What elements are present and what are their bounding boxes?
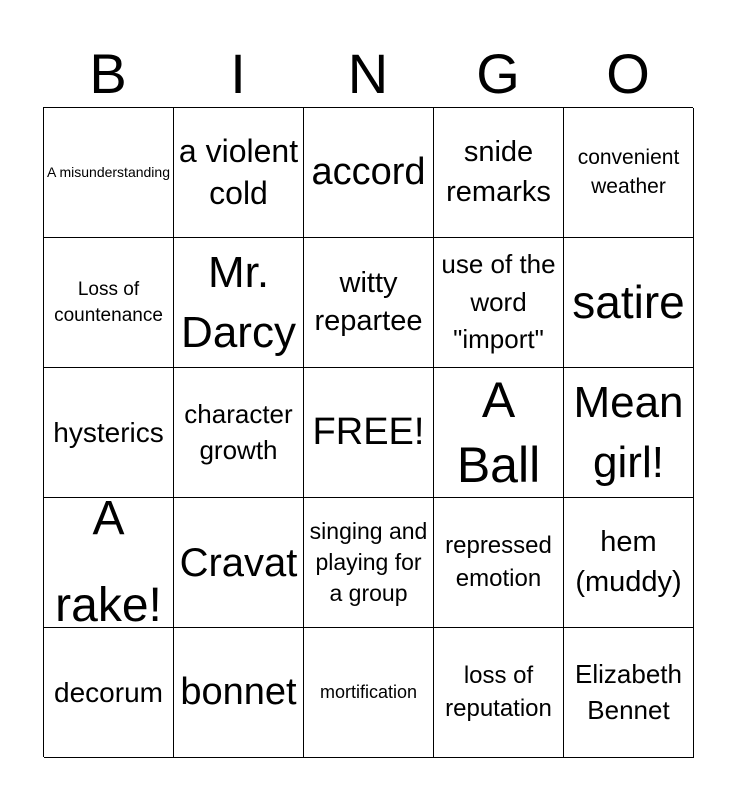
bingo-cell[interactable]	[304, 368, 434, 498]
bingo-cell-label: use of the word "import"	[441, 248, 556, 355]
bingo-cell[interactable]	[564, 108, 694, 238]
bingo-cell-label: Elizabeth Bennet	[575, 659, 682, 725]
bingo-cell-label: snide remarks	[446, 136, 551, 208]
bingo-cell-label: repressed emotion	[445, 532, 552, 592]
bingo-header	[43, 40, 693, 108]
bingo-cell-label: Mean girl!	[573, 378, 684, 487]
bingo-cell[interactable]	[44, 498, 174, 628]
bingo-cell-label: witty repartee	[314, 266, 423, 337]
bingo-cell-label: Mr. Darcy	[181, 248, 296, 357]
bingo-cell-label: A rake!	[55, 498, 162, 628]
bingo-cell-label: loss of reputation	[445, 662, 552, 722]
bingo-cell-label: hysterics	[53, 416, 164, 448]
bingo-cell-label: hem (muddy)	[575, 526, 682, 598]
bingo-cell[interactable]	[434, 238, 564, 368]
bingo-cell[interactable]	[564, 628, 694, 758]
bingo-cell[interactable]	[174, 108, 304, 238]
bingo-cell-label: a violent cold	[178, 132, 299, 211]
bingo-cell-label: singing and playing for a group	[309, 517, 428, 607]
bingo-cell-label: mortification	[319, 681, 418, 702]
bingo-cell-label: A Ball	[456, 371, 541, 493]
bingo-cell[interactable]	[304, 108, 434, 238]
header-letter-o: O	[606, 42, 650, 105]
bingo-cell[interactable]	[174, 498, 304, 628]
bingo-cell-label: character growth	[184, 399, 293, 465]
bingo-cell-label: satire	[572, 275, 685, 328]
bingo-cell[interactable]	[44, 628, 174, 758]
bingo-cell[interactable]	[564, 368, 694, 498]
bingo-board	[43, 107, 693, 757]
bingo-cell-label: Cravat	[179, 540, 298, 585]
bingo-cell[interactable]	[434, 368, 564, 498]
bingo-cell-label: FREE!	[312, 410, 425, 453]
bingo-cell[interactable]	[44, 108, 174, 238]
bingo-cell-label: bonnet	[180, 670, 297, 713]
bingo-cell[interactable]	[174, 368, 304, 498]
bingo-cell-label: decorum	[54, 676, 163, 708]
bingo-cell[interactable]	[434, 628, 564, 758]
bingo-cell[interactable]	[304, 238, 434, 368]
header-letter-g: G	[476, 42, 520, 105]
bingo-cell[interactable]	[564, 498, 694, 628]
bingo-cell[interactable]	[434, 108, 564, 238]
bingo-cell-label: Loss of countenance	[54, 278, 163, 326]
bingo-cell[interactable]	[304, 628, 434, 758]
bingo-cell[interactable]	[44, 368, 174, 498]
bingo-cell[interactable]	[174, 628, 304, 758]
header-letter-i: I	[230, 42, 246, 105]
bingo-cell[interactable]	[434, 498, 564, 628]
bingo-cell-label: convenient weather	[577, 146, 680, 198]
header-letter-n: N	[347, 42, 389, 105]
bingo-cell-label: accord	[311, 150, 426, 193]
header-letter-b: B	[89, 42, 127, 105]
bingo-cell[interactable]	[44, 238, 174, 368]
bingo-cell[interactable]	[304, 498, 434, 628]
bingo-cell[interactable]	[174, 238, 304, 368]
bingo-cell-label: A misunderstanding	[47, 164, 170, 181]
bingo-cell[interactable]	[564, 238, 694, 368]
